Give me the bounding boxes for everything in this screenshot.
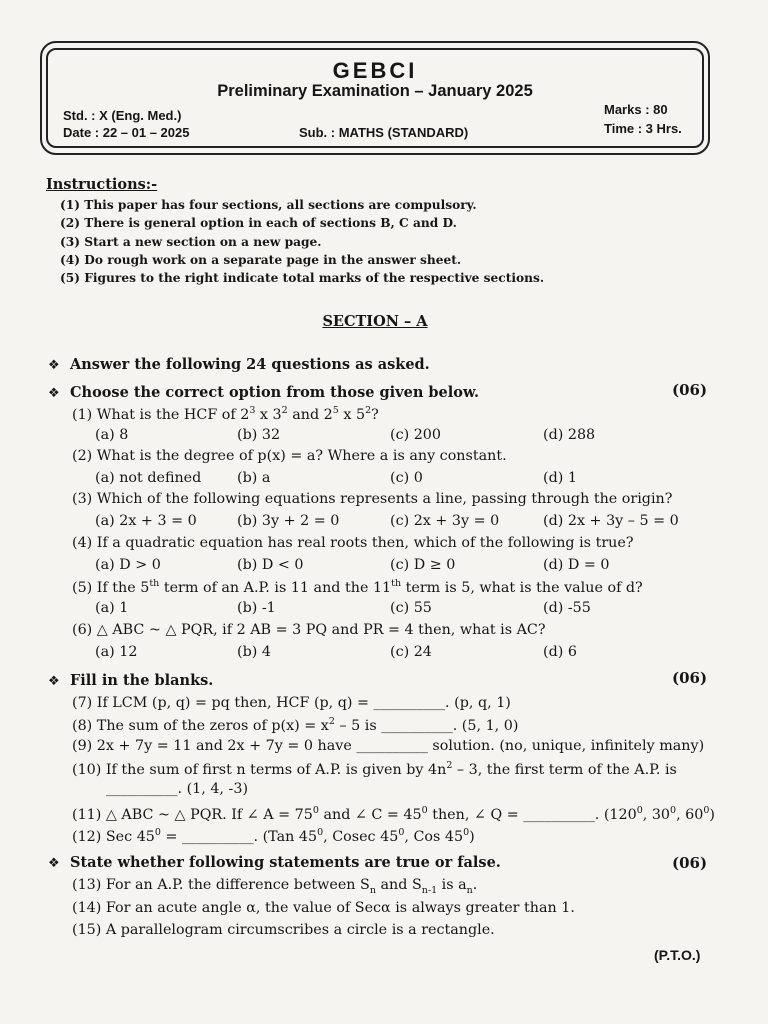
q5-option-d: (d) -55	[543, 600, 591, 616]
q4-option-d: (d) D = 0	[543, 557, 610, 573]
time-label: Time : 3 Hrs.	[604, 121, 682, 136]
q4-option-a: (a) D > 0	[95, 557, 161, 573]
standard-label: Std. : X (Eng. Med.)	[63, 108, 182, 123]
fib-marks: (06)	[672, 669, 708, 687]
q6-option-a: (a) 12	[95, 644, 138, 660]
question-4: (4) If a quadratic equation has real roots then, which of the following is true?	[72, 535, 634, 551]
mcq-heading: ❖ Choose the correct option from those given below.	[48, 384, 480, 401]
question-10: (10) If the sum of first n terms of A.P. is given by $4n^2 - 3$, the first term of the A.P. is	[72, 760, 677, 778]
instruction-item: (2) There is general option in each of sections B, C and D.	[60, 216, 457, 230]
bullet-icon: ❖	[48, 674, 60, 689]
q4-option-c: (c) D ≥ 0	[390, 557, 456, 573]
q1-option-c: (c) 200	[390, 427, 441, 443]
question-14: (14) For an acute angle α, the value of Secα is always greater than 1.	[72, 900, 575, 916]
tf-heading: ❖ State whether following statements are true or false.	[48, 854, 501, 871]
bullet-icon: ❖	[48, 856, 60, 871]
question-10-continuation: __________. (1, 4, -3)	[106, 781, 249, 797]
q2-option-a: (a) not defined	[95, 470, 202, 486]
q1-option-d: (d) 288	[543, 427, 596, 443]
question-9: (9) 2x + 7y = 11 and 2x + 7y = 0 have __________ solution. (no, unique, infinitely many)	[72, 738, 705, 754]
q3-option-b: (b) 3y + 2 = 0	[237, 513, 340, 529]
bullet-icon: ❖	[48, 358, 60, 373]
question-2: (2) What is the degree of p(x) = a? Where a is any constant.	[72, 448, 507, 464]
q1-option-b: (b) 32	[237, 427, 281, 443]
q6-option-c: (c) 24	[390, 644, 432, 660]
q6-option-b: (b) 4	[237, 644, 271, 660]
q5-option-a: (a) 1	[95, 600, 129, 616]
question-7: (7) If LCM (p, q) = pq then, HCF (p, q) = __________. (p, q, 1)	[72, 695, 511, 711]
question-11: (11) △ ABC ~ △ PQR. If ∠ $A = 75^0$ and ∠ $C = 45^0$ then, ∠ Q = __________. ($120^0$, $30^0$, $60^0$)	[72, 805, 715, 823]
intro-line: ❖ Answer the following 24 questions as asked.	[48, 356, 430, 373]
instruction-item: (1) This paper has four sections, all sections are compulsory.	[60, 198, 477, 212]
question-3: (3) Which of the following equations represents a line, passing through the origin?	[72, 491, 673, 507]
q2-option-c: (c) 0	[390, 470, 423, 486]
instruction-item: (4) Do rough work on a separate page in the answer sheet.	[60, 253, 462, 267]
subject-label: Sub. : MATHS (STANDARD)	[299, 125, 469, 140]
date-label: Date : 22 – 01 – 2025	[63, 125, 190, 140]
mcq-marks: (06)	[672, 381, 708, 399]
q3-option-a: (a) 2x + 3 = 0	[95, 513, 197, 529]
q3-option-c: (c) 2x + 3y = 0	[390, 513, 500, 529]
page-turn-label: (P.T.O.)	[654, 947, 701, 963]
q1-option-a: (a) 8	[95, 427, 129, 443]
question-1: (1) What is the HCF of $2^3$ x $3^2$ and $2^5$ x $5^2$?	[72, 405, 379, 423]
marks-label: Marks : 80	[604, 102, 668, 117]
question-8: (8) The sum of the zeros of $p(x) = x^2 - 5$ is __________. (5, 1, 0)	[72, 716, 519, 734]
question-13: (13) For an A.P. the difference between $S_n$ and $S_{n-1}$ is $a_n$.	[72, 877, 478, 896]
question-6: (6) △ ABC ~ △ PQR, if 2 AB = 3 PQ and PR = 4 then, what is AC?	[72, 622, 546, 638]
fib-heading: ❖ Fill in the blanks.	[48, 672, 214, 689]
school-title: GEBCI	[332, 58, 418, 83]
section-a-title: SECTION – A	[322, 313, 428, 330]
question-15: (15) A parallelogram circumscribes a circle is a rectangle.	[72, 922, 495, 938]
q6-option-d: (d) 6	[543, 644, 577, 660]
q5-option-b: (b) -1	[237, 600, 276, 616]
exam-title: Preliminary Examination – January 2025	[217, 82, 533, 100]
instructions-heading: Instructions:-	[46, 176, 158, 193]
question-12: (12) Sec $45^0$ = __________. (Tan $45^0$, Cosec $45^0$, Cos $45^0$)	[72, 827, 475, 845]
q2-option-d: (d) 1	[543, 470, 577, 486]
tf-marks: (06)	[672, 854, 708, 872]
question-5: (5) If the 5th term of an A.P. is 11 and the 11th term is 5, what is the value of d?	[72, 578, 643, 596]
instruction-item: (3) Start a new section on a new page.	[60, 235, 322, 249]
q5-option-c: (c) 55	[390, 600, 432, 616]
instruction-item: (5) Figures to the right indicate total marks of the respective sections.	[60, 271, 545, 285]
q3-option-d: (d) 2x + 3y – 5 = 0	[543, 513, 679, 529]
bullet-icon: ❖	[48, 386, 60, 401]
q2-option-b: (b) a	[237, 470, 271, 486]
q4-option-b: (b) D < 0	[237, 557, 304, 573]
